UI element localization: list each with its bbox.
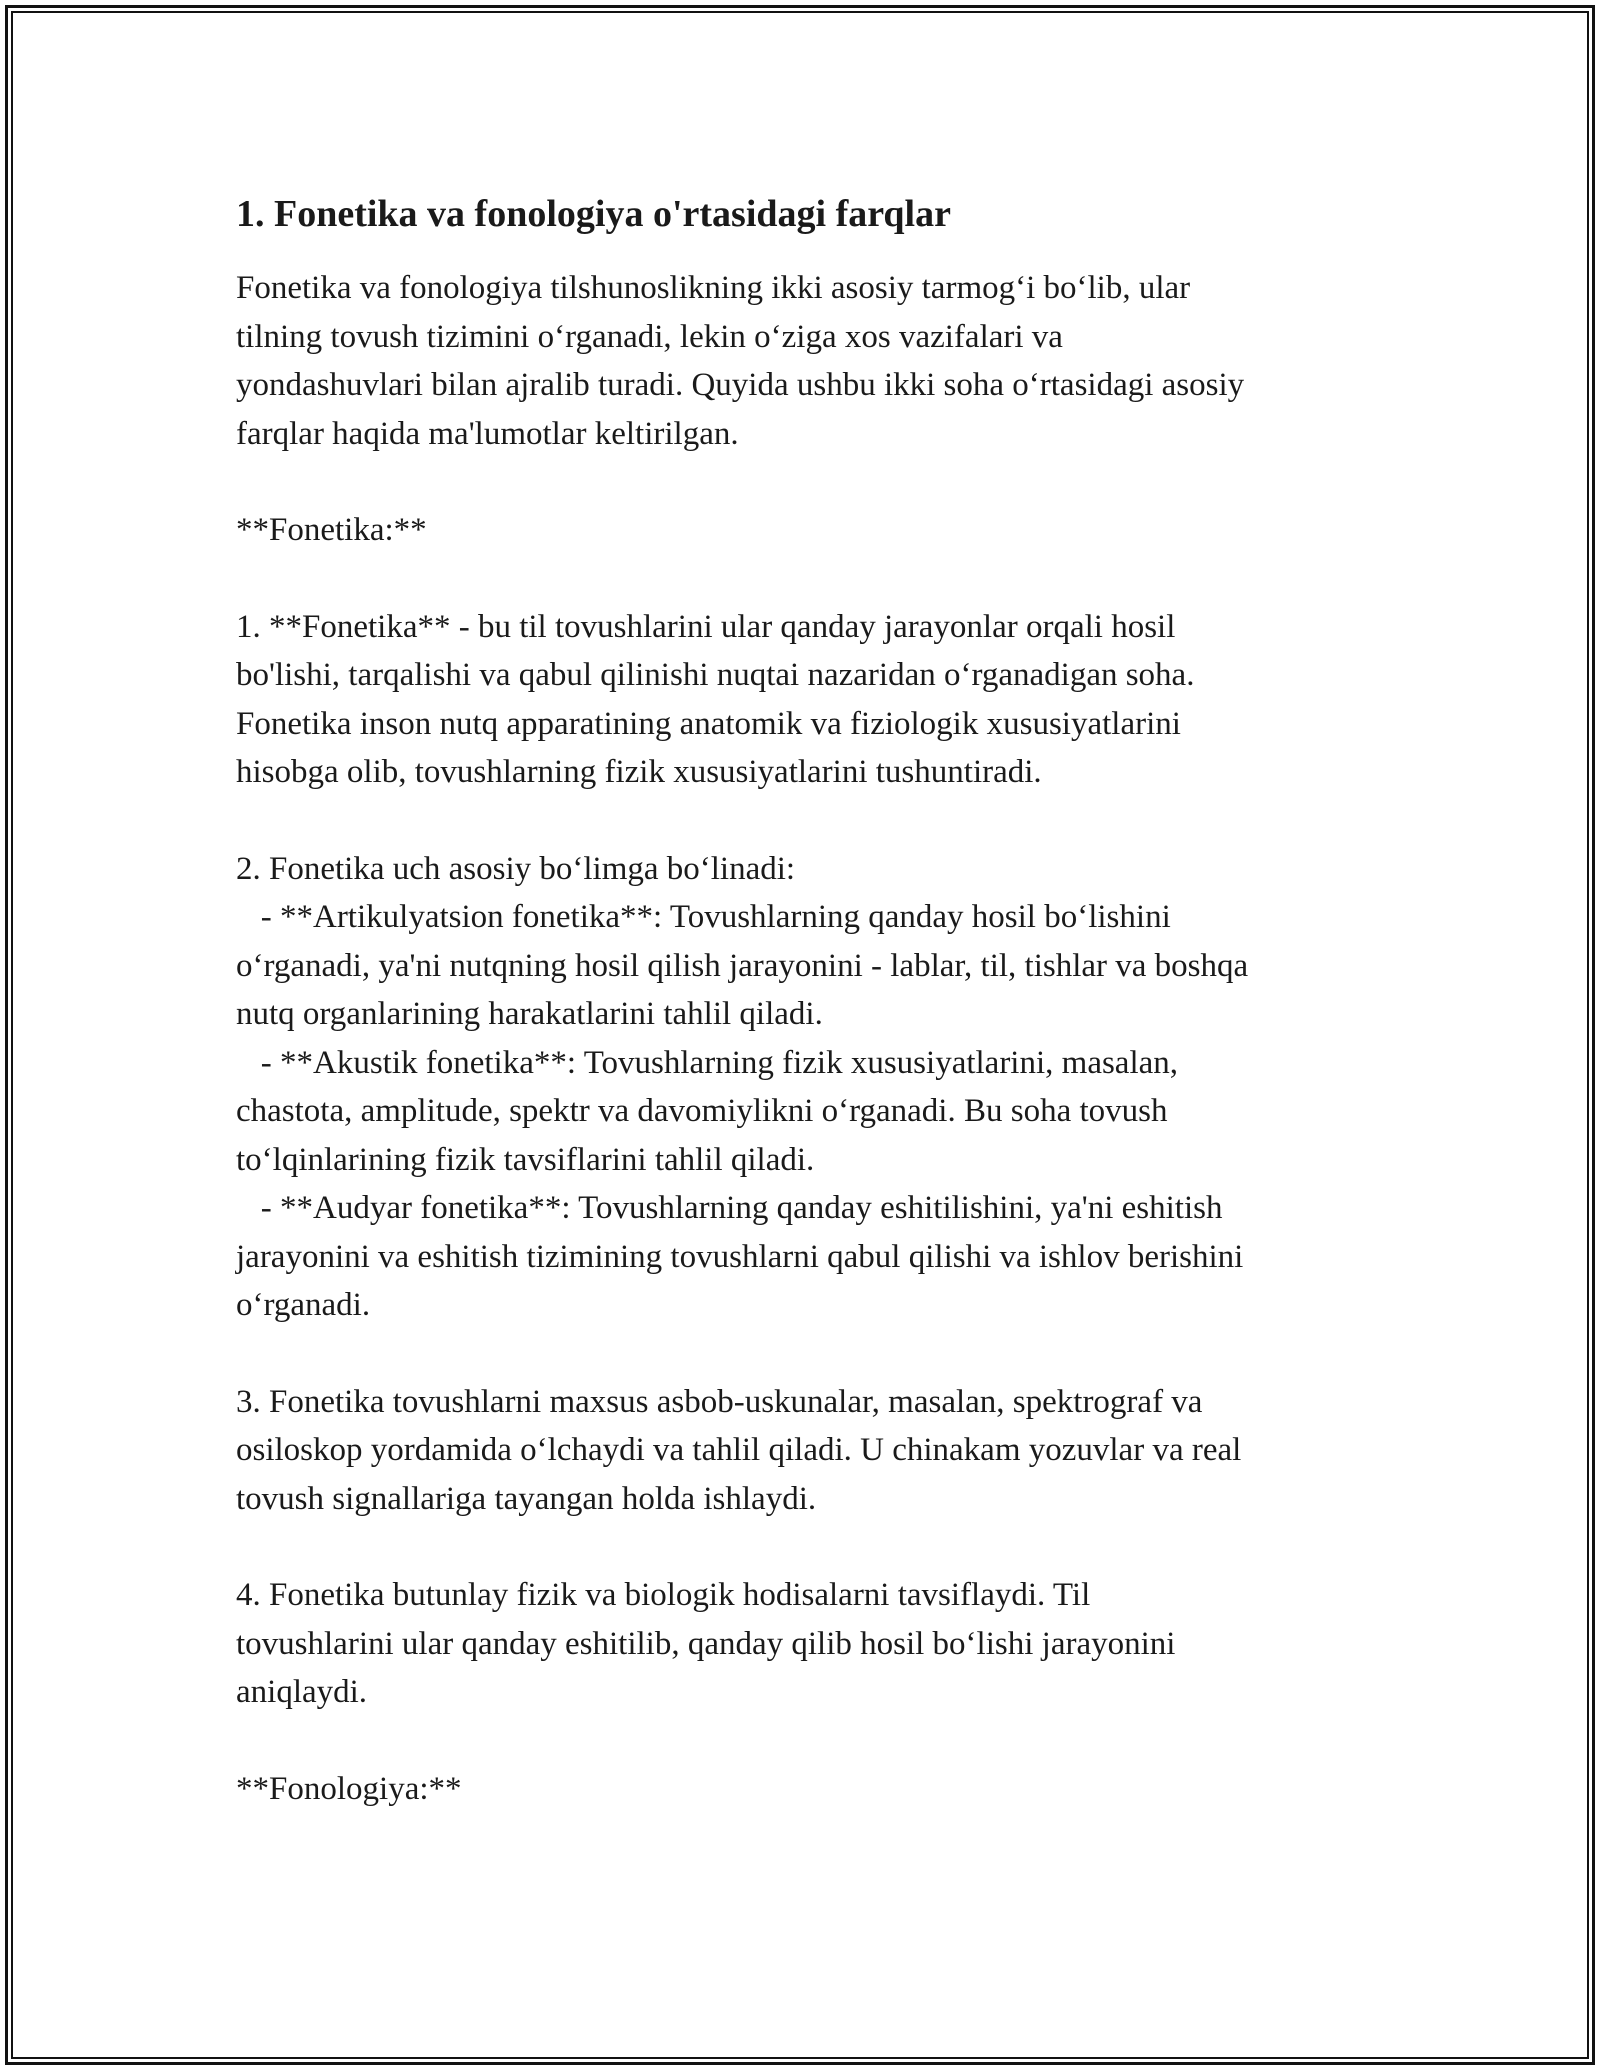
item2-line: o‘rganadi, ya'ni nutqning hosil qilish jarayonini - lablar, til, tishlar va boshqa [236, 947, 1249, 984]
item4-line: tovushlarini ular qanday eshitilib, qanday qilib hosil bo‘lishi jarayonini [236, 1625, 1176, 1662]
item2-line: nutq organlarining harakatlarini tahlil qiladi. [236, 996, 823, 1032]
item2-subitem-audyar: - **Audyar fonetika**: Tovushlarning qanday eshitilishini, ya'ni eshitish [236, 1190, 1223, 1226]
item3-line: osiloskop yordamida o‘lchaydi va tahlil qiladi. U chinakam yozuvlar va real [236, 1432, 1242, 1468]
item3-line: tovush signallariga tayangan holda ishlaydi. [236, 1480, 817, 1517]
section-heading-fonologiya [236, 1765, 1376, 1814]
item4-line: aniqlaydi. [236, 1674, 368, 1710]
section-heading-fonetika [236, 506, 1376, 555]
item2-line: o‘rganadi. [236, 1287, 371, 1323]
item2-line: 2. Fonetika uch asosiy bo‘limga bo‘linadi: [236, 850, 796, 887]
item1-line: Fonetika inson nutq apparatining anatomik va fiziologik xususiyatlarini [236, 705, 1181, 742]
item2-line: jarayonini va eshitish tizimining tovushlarni qabul qilishi va ishlov berishini [236, 1238, 1244, 1275]
item2-line: chastota, amplitude, spektr va davomiylikni o‘rganadi. Bu soha tovush [236, 1093, 1168, 1129]
item2-line: to‘lqinlarining fizik tavsiflarini tahlil qiladi. [236, 1141, 815, 1178]
item1-line: 1. **Fonetika** - bu til tovushlarini ular qanday jarayonlar orqali hosil [236, 608, 1176, 645]
item4-line: 4. Fonetika butunlay fizik va biologik hodisalarni tavsiflaydi. Til [236, 1577, 1091, 1613]
item2-subitem-akustik: - **Akustik fonetika**: Tovushlarning fizik xususiyatlarini, masalan, [236, 1044, 1179, 1081]
item3-line: 3. Fonetika tovushlarni maxsus asbob-uskunalar, masalan, spektrograf va [236, 1383, 1203, 1420]
item1-line: bo'lishi, tarqalishi va qabul qilinishi nuqtai nazaridan o‘rganadigan soha. [236, 657, 1195, 693]
list-item-1 [236, 603, 1376, 797]
intro-line: tilning tovush tizimini o‘rganadi, lekin o‘ziga xos vazifalari va [236, 318, 1063, 355]
intro-line: farqlar haqida ma'lumotlar keltirilgan. [236, 415, 739, 452]
item2-subitem-artikulyatsion: - **Artikulyatsion fonetika**: Tovushlarning qanday hosil bo‘lishini [236, 899, 1171, 935]
list-item-4 [236, 1571, 1376, 1717]
document-body [236, 186, 1376, 1861]
intro-paragraph [236, 264, 1376, 458]
intro-line: Fonetika va fonologiya tilshunoslikning ikki asosiy tarmog‘i bo‘lib, ular [236, 270, 1191, 306]
document-heading: 1. Fonetika va fonologiya o'rtasidagi farqlar [236, 193, 951, 235]
list-item-3 [236, 1378, 1376, 1524]
section-heading-text: **Fonetika:** [236, 512, 427, 548]
section-heading-text: **Fonologiya:** [236, 1770, 462, 1807]
intro-line: yondashuvlari bilan ajralib turadi. Quyida ushbu ikki soha o‘rtasidagi asosiy [236, 367, 1245, 403]
list-item-2 [236, 845, 1376, 1330]
item1-line: hisobga olib, tovushlarning fizik xususiyatlarini tushuntiradi. [236, 754, 1042, 790]
